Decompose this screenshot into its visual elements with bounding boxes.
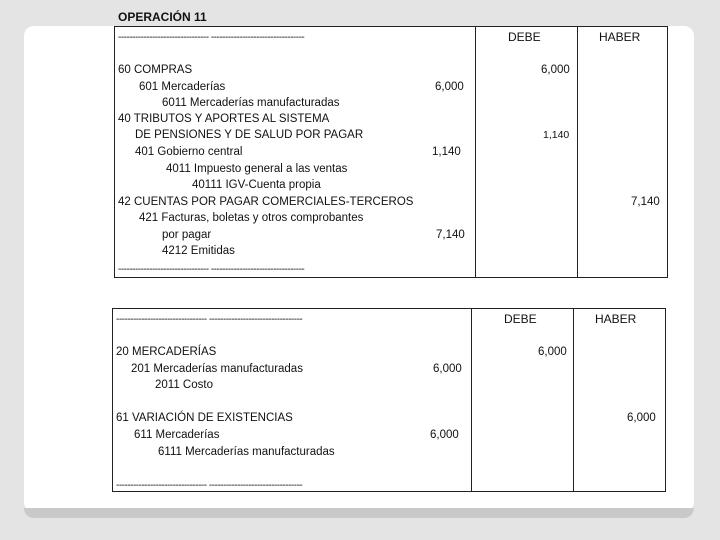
entry-1-top-dashes: -------------------------------- --------------------------------- [118,32,305,43]
account-line: 60 COMPRAS [118,64,193,76]
account-line: 421 Facturas, boletas y otros comprobantes [139,212,364,224]
haber-amount: 7,140 [631,196,660,208]
operation-title: OPERACIÓN 11 [118,10,207,24]
account-line: 42 CUENTAS POR PAGAR COMERCIALES-TERCEROS [118,196,414,208]
account-line: 4011 Impuesto general a las ventas [166,163,348,175]
sub-amount: 6,000 [433,363,462,375]
entry-2-bottom-dashes: -------------------------------- --------------------------------- [116,480,303,491]
entry-2-haber-header: HABER [595,312,637,326]
account-line: DE PENSIONES Y DE SALUD POR PAGAR [135,129,364,141]
debe-amount: 6,000 [541,64,570,76]
haber-amount: 6,000 [627,412,656,424]
account-line: 2011 Costo [155,379,213,391]
haber-column-divider [573,309,574,491]
entry-2-top-dashes: -------------------------------- --------------------------------- [116,314,303,325]
sub-amount: 7,140 [436,229,465,241]
debe-column-divider [475,27,476,277]
sub-amount: 6,000 [435,81,464,93]
account-line: por pagar [162,229,212,241]
entry-2-debe-header: DEBE [504,312,537,326]
account-line: 4212 Emitidas [162,245,235,257]
account-line: 401 Gobierno central [135,146,243,158]
account-line: 6111 Mercaderías manufacturadas [158,446,335,458]
account-line: 20 MERCADERÍAS [116,346,217,358]
account-line: 61 VARIACIÓN DE EXISTENCIAS [116,412,293,424]
entry-1-debe-header: DEBE [508,30,541,44]
entry-1-bottom-dashes: -------------------------------- --------------------------------- [118,264,305,275]
debe-amount: 1,140 [543,129,570,141]
debe-amount: 6,000 [538,346,567,358]
account-line: 40111 IGV-Cuenta propia [192,179,321,191]
haber-column-divider [577,27,578,277]
account-line: 6011 Mercaderías manufacturadas [162,97,340,109]
debe-column-divider [471,309,472,491]
slide-shadow [24,508,694,518]
account-line: 611 Mercaderías [134,429,220,441]
account-line: 201 Mercaderías manufacturadas [131,363,303,375]
account-line: 40 TRIBUTOS Y APORTES AL SISTEMA [118,113,330,125]
account-line: 601 Mercaderías [139,81,226,93]
journal-entry-2 [112,308,666,492]
sub-amount: 1,140 [432,146,461,158]
sub-amount: 6,000 [430,429,459,441]
entry-1-haber-header: HABER [599,30,641,44]
